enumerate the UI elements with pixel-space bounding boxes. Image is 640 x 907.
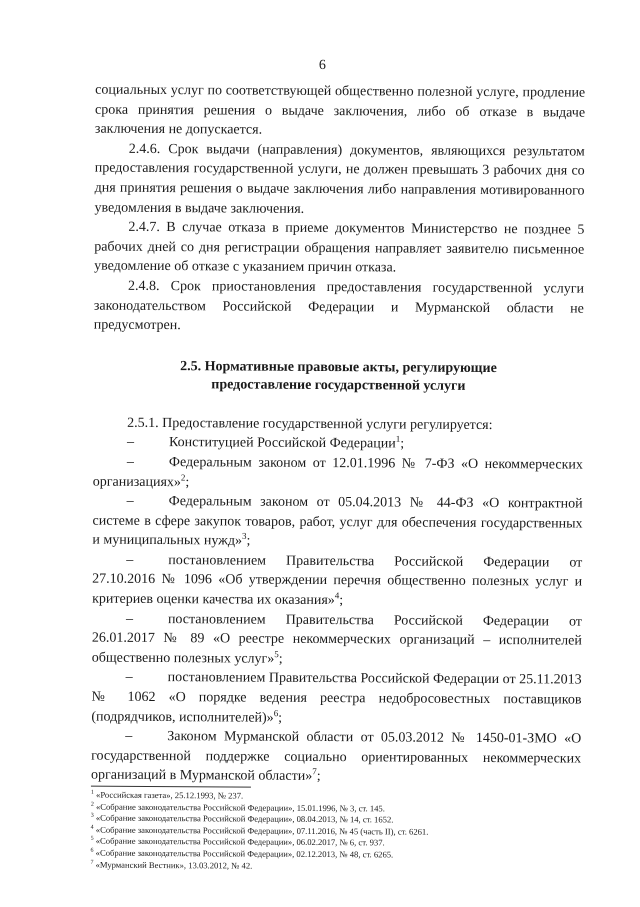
legal-act-text: Законом Мурманской области от 05.03.2012 № 1450-01-ЗМО «О государственной поддержке социально ориентированных некоммерческих организаций в Мурманской области» [90, 729, 582, 785]
footnote-text: «Собрание законодательства Российской Федерации», 02.12.2013, № 48, ст. 6265. [93, 847, 394, 860]
page-number: 6 [318, 57, 326, 74]
legal-acts-list [91, 433, 583, 789]
legal-act-text: постановлением Правительства Российской Федерации от 27.10.2016 № 1096 «Об утверждении перечня общественно полезных услуг и критериев оценки качества их оказания» [92, 552, 583, 609]
list-dash: – [126, 552, 134, 568]
footnote-reference: 4 [334, 590, 340, 601]
item-punctuation: ; [339, 593, 344, 609]
document-body [91, 81, 585, 789]
list-dash: – [125, 729, 133, 745]
legal-act-item [91, 727, 581, 789]
legal-act-text: Конституцией Российской Федерации [168, 435, 396, 452]
item-punctuation: ; [185, 474, 190, 490]
item-punctuation: ; [246, 533, 251, 549]
footnote-text: «Собрание законодательства Российской Федерации», 06.02.2017, № 6, ст. 937. [93, 835, 385, 848]
footnote-item [90, 859, 560, 873]
footnote-number: 2 [90, 801, 94, 808]
item-punctuation: ; [316, 769, 321, 785]
section-heading [93, 357, 583, 396]
footnote-text: «Российская газета», 25.12.1993, № 237. [93, 789, 244, 801]
paragraph-continuation: социальных услуг по соответствующей общественно полезной услуге, продление срока принятия решения о выдаче заключения, либо об отказе в выдаче заключения не допускается. [94, 82, 586, 138]
legal-act-item [91, 668, 581, 730]
footnote-number: 5 [90, 836, 94, 843]
paragraph-2-5-1: 2.5.1. Предоставление государственной услуги регулируется: [127, 415, 493, 433]
paragraph-2-4-8: 2.4.8. Срок приостановления предоставления государственной услуги законодательством Российской Федерации и Мурманской области не предусмотрен. [93, 278, 585, 334]
footnote-reference: 1 [395, 434, 401, 445]
footnote-reference: 3 [241, 531, 247, 542]
item-punctuation: ; [278, 651, 283, 667]
footnote-number: 1 [90, 789, 94, 796]
legal-act-text: Федеральным законом от 12.01.1996 № 7-ФЗ «О некоммерческих организациях» [92, 454, 583, 490]
legal-act-item [92, 550, 582, 612]
section-heading-line2: предоставление государственной услуги [211, 377, 466, 394]
list-dash: – [126, 454, 134, 470]
footnote-number: 7 [90, 859, 94, 866]
item-punctuation: ; [400, 436, 405, 452]
footnotes [90, 790, 560, 874]
legal-act-item [93, 453, 583, 495]
legal-act-item [92, 492, 582, 554]
footnote-number: 6 [90, 847, 94, 854]
list-dash: – [125, 670, 133, 686]
footnote-reference: 5 [274, 648, 279, 659]
footnote-text: «Собрание законодательства Российской Федерации», 08.04.2013, № 14, ст. 1652. [93, 812, 394, 825]
section-heading-line1: 2.5. Нормативные правовые акты, регулирующие [180, 358, 497, 376]
footnote-reference: 2 [180, 471, 186, 483]
footnote-number: 4 [90, 824, 94, 831]
footnote-reference: 7 [312, 766, 317, 777]
list-dash: – [126, 435, 135, 451]
legal-act-item [92, 609, 582, 671]
paragraph-2-4-6: 2.4.6. Срок выдачи (направления) документов, являющихся результатом предоставления государственной услуги, не должен превышать 3 рабочих дня со дня принятия решения о выдаче заключения либо направления мотивированного уведомления в выдаче заключения. [94, 141, 585, 217]
legal-act-text: постановлением Правительства Российской Федерации от 26.01.2017 № 89 «О реестре некоммерческих организаций – исполнителей общественно полезных услуг» [91, 611, 583, 667]
footnote-reference: 6 [273, 707, 279, 718]
footnote-number: 3 [90, 812, 94, 819]
list-dash: – [126, 493, 134, 509]
footnote-text: «Собрание законодательства Российской Федерации», 15.01.1996, № 3, ст. 145. [93, 801, 385, 813]
paragraph-2-4-7: 2.4.7. В случае отказа в приеме документов Министерство не позднее 5 рабочих дней со дня регистрации обращения направляет заявителю письменное уведомление об отказе с указанием причин отказа. [94, 219, 585, 276]
list-dash: – [125, 611, 134, 627]
legal-act-text: постановлением Правительства Российской Федерации от 25.11.2013 № 1062 «О порядке ведения реестра недобросовестных поставщиков (подрядчиков, исполнителей)» [91, 670, 582, 726]
footnote-text: «Мурманский Вестник», 13.03.2012, № 42. [93, 859, 253, 871]
footnote-divider [91, 786, 251, 788]
legal-act-text: Федеральным законом от 05.04.2013 № 44-ФЗ «О контрактной системе в сфере закупок товаров, работ, услуг для обеспечения государственных и муниципальных нужд» [92, 494, 583, 549]
footnote-text: «Собрание законодательства Российской Федерации», 07.11.2016, № 45 (часть II), ст. 6261. [93, 824, 429, 837]
item-punctuation: ; [278, 710, 283, 726]
